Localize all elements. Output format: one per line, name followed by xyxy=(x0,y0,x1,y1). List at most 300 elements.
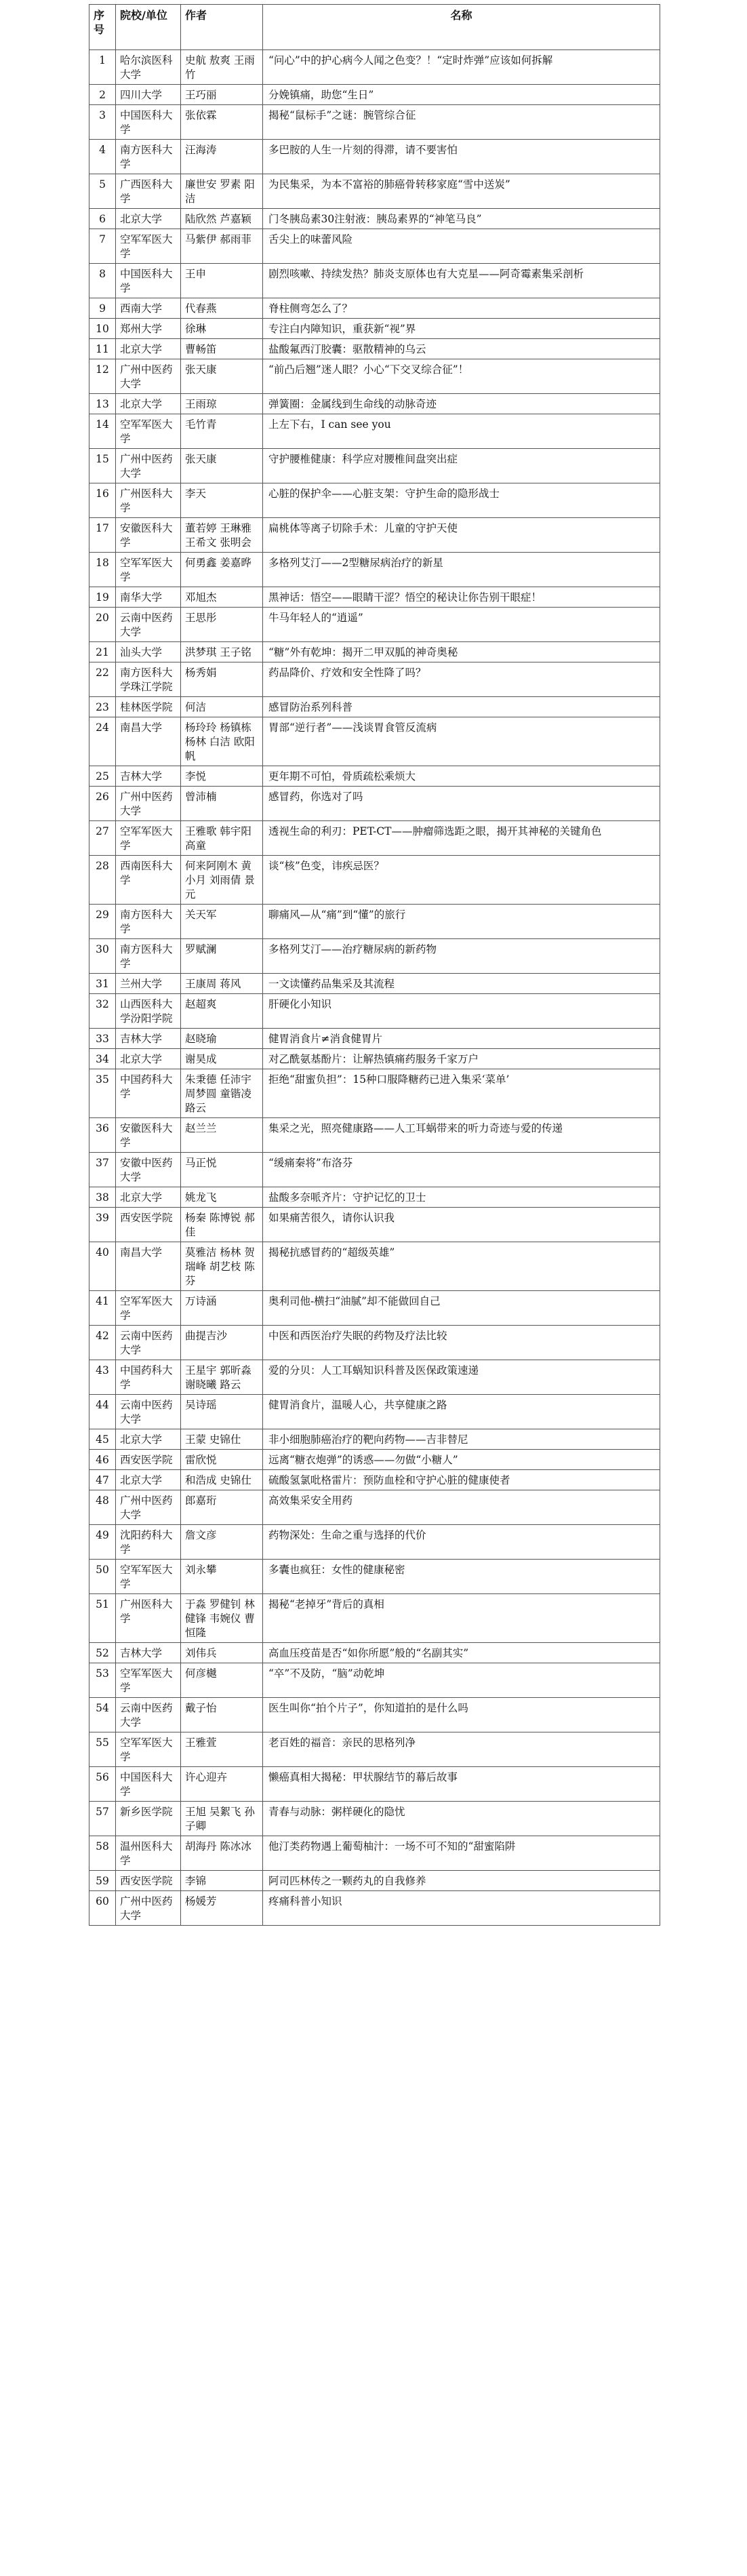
row-school: 中国医科大学 xyxy=(116,264,181,298)
row-authors: 胡海丹 陈冰冰 xyxy=(181,1836,263,1871)
row-authors: 代春燕 xyxy=(181,298,263,319)
table-row xyxy=(89,1871,660,1891)
row-index: 4 xyxy=(89,140,116,174)
table-row xyxy=(89,1049,660,1069)
table-row xyxy=(89,1470,660,1490)
row-authors: 马正悦 xyxy=(181,1153,263,1187)
row-authors: 戴子怡 xyxy=(181,1698,263,1732)
row-index: 28 xyxy=(89,856,116,905)
row-school: 云南中医药大学 xyxy=(116,1698,181,1732)
row-index: 54 xyxy=(89,1698,116,1732)
row-authors: 王旭 吴絮飞 孙子卿 xyxy=(181,1802,263,1836)
row-index: 49 xyxy=(89,1525,116,1560)
table-row xyxy=(89,339,660,359)
row-index: 55 xyxy=(89,1732,116,1767)
row-title: 对乙酰氨基酚片：让解热镇痛药服务千家万户 xyxy=(263,1049,660,1069)
row-school: 四川大学 xyxy=(116,85,181,105)
row-school: 广州中医药大学 xyxy=(116,359,181,394)
row-index: 29 xyxy=(89,905,116,939)
row-index: 26 xyxy=(89,787,116,821)
row-title: 为民集采，为本不富裕的肺癌骨转移家庭“雪中送炭” xyxy=(263,174,660,209)
row-authors: 谢昊成 xyxy=(181,1049,263,1069)
row-authors: 廉世安 罗素 阳洁 xyxy=(181,174,263,209)
row-school: 广州中医药大学 xyxy=(116,449,181,483)
row-title: 拒绝“甜蜜负担”：15种口服降糖药已进入集采‘菜单’ xyxy=(263,1069,660,1118)
table-row xyxy=(89,229,660,264)
row-index: 52 xyxy=(89,1643,116,1663)
row-school: 中国医科大学 xyxy=(116,105,181,140)
row-authors: 王巧丽 xyxy=(181,85,263,105)
row-school: 广州医科大学 xyxy=(116,483,181,518)
row-authors: 王雅萱 xyxy=(181,1732,263,1767)
row-authors: 王思彤 xyxy=(181,608,263,642)
row-authors: 李锦 xyxy=(181,1871,263,1891)
table-row xyxy=(89,1153,660,1187)
row-authors: 赵晓瑜 xyxy=(181,1029,263,1049)
row-school: 吉林大学 xyxy=(116,1029,181,1049)
row-title: 分娩镇痛，助您“生日” xyxy=(263,85,660,105)
table-row xyxy=(89,50,660,85)
row-school: 南华大学 xyxy=(116,587,181,608)
row-title: 谈“核”色变，讳疾忌医？ xyxy=(263,856,660,905)
table-row xyxy=(89,1069,660,1118)
table-row xyxy=(89,174,660,209)
row-school: 广州中医药大学 xyxy=(116,787,181,821)
row-index: 56 xyxy=(89,1767,116,1802)
row-index: 18 xyxy=(89,553,116,587)
row-school: 中国医科大学 xyxy=(116,1767,181,1802)
row-title: 老百姓的福音：亲民的思格列净 xyxy=(263,1732,660,1767)
row-title: 非小细胞肺癌治疗的靶向药物——吉非替尼 xyxy=(263,1429,660,1450)
row-school: 中国药科大学 xyxy=(116,1360,181,1395)
table-row xyxy=(89,1395,660,1429)
row-index: 27 xyxy=(89,821,116,856)
row-school: 郑州大学 xyxy=(116,319,181,339)
row-title: 揭秘抗感冒药的“超级英雄” xyxy=(263,1242,660,1291)
row-index: 53 xyxy=(89,1663,116,1698)
row-school: 北京大学 xyxy=(116,394,181,414)
row-index: 45 xyxy=(89,1429,116,1450)
row-title: 药品降价、疗效和安全性降了吗？ xyxy=(263,662,660,697)
row-authors: 王雅歌 韩宇阳 高童 xyxy=(181,821,263,856)
row-index: 23 xyxy=(89,697,116,717)
table-row xyxy=(89,1663,660,1698)
row-index: 40 xyxy=(89,1242,116,1291)
row-index: 50 xyxy=(89,1560,116,1594)
row-title: “问心”中的护心病今人闻之色变？！“定时炸弹”应该如何拆解 xyxy=(263,50,660,85)
row-index: 21 xyxy=(89,642,116,662)
row-authors: 邓旭杰 xyxy=(181,587,263,608)
row-school: 云南中医药大学 xyxy=(116,608,181,642)
row-index: 60 xyxy=(89,1891,116,1926)
table-header-row xyxy=(89,5,660,50)
row-title: 一文读懂药品集采及其流程 xyxy=(263,974,660,994)
row-school: 哈尔滨医科大学 xyxy=(116,50,181,85)
row-authors: 董若婷 王琳雅 王希文 张明会 xyxy=(181,518,263,553)
row-authors: 王雨琼 xyxy=(181,394,263,414)
table-row xyxy=(89,553,660,587)
row-authors: 张天康 xyxy=(181,359,263,394)
row-authors: 史航 敖爽 王雨竹 xyxy=(181,50,263,85)
table-row xyxy=(89,1187,660,1208)
row-school: 安徽医科大学 xyxy=(116,518,181,553)
row-title: 药物深处：生命之重与选择的代价 xyxy=(263,1525,660,1560)
row-school: 广州中医药大学 xyxy=(116,1891,181,1926)
row-index: 2 xyxy=(89,85,116,105)
row-title: 远离“糖衣炮弹”的诱惑——勿做“小糖人” xyxy=(263,1450,660,1470)
row-school: 南方医科大学 xyxy=(116,939,181,974)
row-title: 揭秘“老掉牙”背后的真相 xyxy=(263,1594,660,1643)
row-index: 19 xyxy=(89,587,116,608)
row-index: 39 xyxy=(89,1208,116,1242)
table-row xyxy=(89,1732,660,1767)
row-authors: 杨秀娟 xyxy=(181,662,263,697)
row-school: 西南医科大学 xyxy=(116,856,181,905)
row-authors: 张依霖 xyxy=(181,105,263,140)
row-school: 南昌大学 xyxy=(116,717,181,766)
row-title: 盐酸多奈哌齐片：守护记忆的卫士 xyxy=(263,1187,660,1208)
row-authors: 何来阿刚木 黄小月 刘雨倩 景元 xyxy=(181,856,263,905)
row-title: 心脏的保护伞——心脏支架：守护生命的隐形战士 xyxy=(263,483,660,518)
table-row xyxy=(89,483,660,518)
table-row xyxy=(89,1643,660,1663)
table-row xyxy=(89,85,660,105)
row-school: 汕头大学 xyxy=(116,642,181,662)
table-row xyxy=(89,766,660,787)
row-index: 9 xyxy=(89,298,116,319)
row-authors: 和浩成 史锦仕 xyxy=(181,1470,263,1490)
row-title: 上左下右，I can see you xyxy=(263,414,660,449)
header-title: 名称 xyxy=(263,5,660,50)
award-list-table xyxy=(89,4,660,1926)
row-title: 青春与动脉：粥样硬化的隐忧 xyxy=(263,1802,660,1836)
table-row xyxy=(89,1525,660,1560)
row-title: 弹簧圈：金属线到生命线的动脉奇迹 xyxy=(263,394,660,414)
row-index: 13 xyxy=(89,394,116,414)
row-title: 感冒防治系列科普 xyxy=(263,697,660,717)
row-title: 胃部“逆行者”——浅谈胃食管反流病 xyxy=(263,717,660,766)
row-authors: 赵兰兰 xyxy=(181,1118,263,1153)
row-authors: 雷欣悦 xyxy=(181,1450,263,1470)
row-authors: 刘永攀 xyxy=(181,1560,263,1594)
table-row xyxy=(89,264,660,298)
row-authors: 于淼 罗健钊 林健锋 韦婉仪 曹恒隆 xyxy=(181,1594,263,1643)
row-title: 奥利司他-横扫“油腻”却不能做回自己 xyxy=(263,1291,660,1326)
row-authors: 洪梦琪 王子铭 xyxy=(181,642,263,662)
row-title: 专注白内障知识，重获新“视”界 xyxy=(263,319,660,339)
table-row xyxy=(89,1118,660,1153)
row-index: 41 xyxy=(89,1291,116,1326)
table-row xyxy=(89,518,660,553)
table-row xyxy=(89,1029,660,1049)
row-title: 多格列艾汀——治疗糖尿病的新药物 xyxy=(263,939,660,974)
row-school: 云南中医药大学 xyxy=(116,1395,181,1429)
row-index: 46 xyxy=(89,1450,116,1470)
row-school: 山西医科大学汾阳学院 xyxy=(116,994,181,1029)
row-title: 脊柱侧弯怎么了？ xyxy=(263,298,660,319)
table-row xyxy=(89,856,660,905)
row-school: 广西医科大学 xyxy=(116,174,181,209)
row-title: 肝硬化小知识 xyxy=(263,994,660,1029)
row-index: 42 xyxy=(89,1326,116,1360)
table-row xyxy=(89,1242,660,1291)
row-authors: 汪海涛 xyxy=(181,140,263,174)
row-school: 空军军医大学 xyxy=(116,821,181,856)
header-school: 院校/单位 xyxy=(116,5,181,50)
table-row xyxy=(89,608,660,642)
table-row xyxy=(89,1594,660,1643)
row-title: 盐酸氟西汀胶囊：驱散精神的乌云 xyxy=(263,339,660,359)
row-authors: 李悦 xyxy=(181,766,263,787)
row-title: “缓痛秦将”布洛芬 xyxy=(263,1153,660,1187)
row-school: 北京大学 xyxy=(116,1049,181,1069)
row-title: 扁桃体等离子切除手术：儿童的守护天使 xyxy=(263,518,660,553)
table-row xyxy=(89,1326,660,1360)
row-school: 兰州大学 xyxy=(116,974,181,994)
table-row xyxy=(89,319,660,339)
row-school: 北京大学 xyxy=(116,209,181,229)
row-school: 吉林大学 xyxy=(116,766,181,787)
table-row xyxy=(89,1836,660,1871)
row-index: 25 xyxy=(89,766,116,787)
row-authors: 詹文彦 xyxy=(181,1525,263,1560)
table-row xyxy=(89,717,660,766)
table-row xyxy=(89,1802,660,1836)
row-authors: 王康周 蒋风 xyxy=(181,974,263,994)
row-school: 南昌大学 xyxy=(116,1242,181,1291)
row-title: 更年期不可怕，骨质疏松乘烦大 xyxy=(263,766,660,787)
table-row xyxy=(89,209,660,229)
row-index: 12 xyxy=(89,359,116,394)
row-title: 爱的分贝：人工耳蜗知识科普及医保政策速递 xyxy=(263,1360,660,1395)
row-authors: 陆欣然 芦嘉颖 xyxy=(181,209,263,229)
row-index: 7 xyxy=(89,229,116,264)
table-row xyxy=(89,642,660,662)
row-index: 57 xyxy=(89,1802,116,1836)
row-school: 空军军医大学 xyxy=(116,414,181,449)
row-index: 8 xyxy=(89,264,116,298)
row-authors: 曾沛楠 xyxy=(181,787,263,821)
row-title: “卒”不及防，“脑”动乾坤 xyxy=(263,1663,660,1698)
row-school: 空军军医大学 xyxy=(116,1663,181,1698)
row-index: 48 xyxy=(89,1490,116,1525)
table-row xyxy=(89,1450,660,1470)
row-school: 广州医科大学 xyxy=(116,1594,181,1643)
table-row xyxy=(89,1767,660,1802)
row-school: 西安医学院 xyxy=(116,1208,181,1242)
row-school: 南方医科大学 xyxy=(116,905,181,939)
row-authors: 关天军 xyxy=(181,905,263,939)
row-authors: 马紫伊 郝雨菲 xyxy=(181,229,263,264)
row-index: 51 xyxy=(89,1594,116,1643)
table-row xyxy=(89,1291,660,1326)
row-title: 健胃消食片≠消食健胃片 xyxy=(263,1029,660,1049)
row-index: 11 xyxy=(89,339,116,359)
table-row xyxy=(89,140,660,174)
row-school: 沈阳药科大学 xyxy=(116,1525,181,1560)
row-school: 安徽中医药大学 xyxy=(116,1153,181,1187)
row-index: 3 xyxy=(89,105,116,140)
row-school: 空军军医大学 xyxy=(116,553,181,587)
table-row xyxy=(89,449,660,483)
row-title: 牛马年轻人的“逍遥” xyxy=(263,608,660,642)
row-index: 36 xyxy=(89,1118,116,1153)
row-school: 桂林医学院 xyxy=(116,697,181,717)
row-index: 10 xyxy=(89,319,116,339)
row-index: 5 xyxy=(89,174,116,209)
row-title: 懒癌真相大揭秘：甲状腺结节的幕后故事 xyxy=(263,1767,660,1802)
row-school: 云南中医药大学 xyxy=(116,1326,181,1360)
row-authors: 李天 xyxy=(181,483,263,518)
row-authors: 姚龙飞 xyxy=(181,1187,263,1208)
table-row xyxy=(89,1560,660,1594)
row-title: 聊痛风—从“痛”到“懂”的旅行 xyxy=(263,905,660,939)
table-row xyxy=(89,394,660,414)
row-index: 31 xyxy=(89,974,116,994)
table-row xyxy=(89,662,660,697)
table-row xyxy=(89,994,660,1029)
row-title: 健胃消食片，温暖人心，共享健康之路 xyxy=(263,1395,660,1429)
row-title: 透视生命的利刃：PET-CT——肿瘤筛选距之眼，揭开其神秘的关键角色 xyxy=(263,821,660,856)
row-index: 30 xyxy=(89,939,116,974)
row-authors: 罗赋澜 xyxy=(181,939,263,974)
table-row xyxy=(89,105,660,140)
row-authors: 赵超爽 xyxy=(181,994,263,1029)
row-title: 医生叫你“拍个片子”，你知道拍的是什么吗 xyxy=(263,1698,660,1732)
row-index: 24 xyxy=(89,717,116,766)
row-authors: 王申 xyxy=(181,264,263,298)
row-school: 北京大学 xyxy=(116,1187,181,1208)
row-authors: 毛竹青 xyxy=(181,414,263,449)
row-authors: 徐琳 xyxy=(181,319,263,339)
row-title: 守护腰椎健康：科学应对腰椎间盘突出症 xyxy=(263,449,660,483)
row-authors: 何洁 xyxy=(181,697,263,717)
row-school: 空军军医大学 xyxy=(116,229,181,264)
row-index: 17 xyxy=(89,518,116,553)
row-title: 硫酸氢氯吡格雷片：预防血栓和守护心脏的健康使者 xyxy=(263,1470,660,1490)
row-school: 北京大学 xyxy=(116,1429,181,1450)
row-authors: 曹畅笛 xyxy=(181,339,263,359)
row-authors: 曲提吉沙 xyxy=(181,1326,263,1360)
row-title: “前凸后翘”迷人眼？小心“下交叉综合征”！ xyxy=(263,359,660,394)
row-index: 33 xyxy=(89,1029,116,1049)
table-body xyxy=(89,50,660,1926)
row-index: 58 xyxy=(89,1836,116,1871)
row-title: 多囊也疯狂：女性的健康秘密 xyxy=(263,1560,660,1594)
table-row xyxy=(89,359,660,394)
row-authors: 杨秦 陈博锐 郝佳 xyxy=(181,1208,263,1242)
row-school: 空军军医大学 xyxy=(116,1291,181,1326)
row-index: 34 xyxy=(89,1049,116,1069)
row-title: 多巴胺的人生一片刻的得滞，请不要害怕 xyxy=(263,140,660,174)
row-title: 揭秘“鼠标手”之谜：腕管综合征 xyxy=(263,105,660,140)
row-index: 35 xyxy=(89,1069,116,1118)
row-school: 西安医学院 xyxy=(116,1871,181,1891)
row-school: 空军军医大学 xyxy=(116,1560,181,1594)
table-row xyxy=(89,787,660,821)
table-row xyxy=(89,821,660,856)
row-index: 14 xyxy=(89,414,116,449)
row-school: 温州医科大学 xyxy=(116,1836,181,1871)
row-authors: 郎嘉珩 xyxy=(181,1490,263,1525)
row-authors: 朱秉德 任沛宇 周梦圆 童锴凌 路云 xyxy=(181,1069,263,1118)
row-authors: 杨玲玲 杨镇栋 杨林 白洁 欧阳帆 xyxy=(181,717,263,766)
row-title: 门冬胰岛素30注射液：胰岛素界的“神笔马良” xyxy=(263,209,660,229)
row-authors: 许心迎卉 xyxy=(181,1767,263,1802)
row-authors: 杨媛芳 xyxy=(181,1891,263,1926)
table-row xyxy=(89,587,660,608)
table-row xyxy=(89,974,660,994)
row-school: 西安医学院 xyxy=(116,1450,181,1470)
row-school: 北京大学 xyxy=(116,339,181,359)
table-row xyxy=(89,1891,660,1926)
row-index: 32 xyxy=(89,994,116,1029)
row-index: 44 xyxy=(89,1395,116,1429)
row-authors: 何彦樾 xyxy=(181,1663,263,1698)
row-index: 47 xyxy=(89,1470,116,1490)
table-row xyxy=(89,1429,660,1450)
row-title: 集采之光，照亮健康路——人工耳蜗带来的听力奇迹与爱的传递 xyxy=(263,1118,660,1153)
row-title: 高血压疫苗是否“如你所愿”般的“名副其实” xyxy=(263,1643,660,1663)
row-authors: 吴诗瑶 xyxy=(181,1395,263,1429)
row-authors: 刘伟兵 xyxy=(181,1643,263,1663)
row-title: 如果痛苦很久，请你认识我 xyxy=(263,1208,660,1242)
row-index: 1 xyxy=(89,50,116,85)
table-row xyxy=(89,1490,660,1525)
table-row xyxy=(89,298,660,319)
row-index: 38 xyxy=(89,1187,116,1208)
row-title: 高效集采安全用药 xyxy=(263,1490,660,1525)
row-index: 16 xyxy=(89,483,116,518)
table-row xyxy=(89,414,660,449)
table-row xyxy=(89,1208,660,1242)
row-title: 阿司匹林传之一颗药丸的自我修养 xyxy=(263,1871,660,1891)
header-index: 序号 xyxy=(89,5,116,50)
row-index: 20 xyxy=(89,608,116,642)
row-title: 他汀类药物遇上葡萄柚汁：一场不可不知的“甜蜜陷阱 xyxy=(263,1836,660,1871)
row-title: 剧烈咳嗽、持续发热？肺炎支原体也有大克星——阿奇霉素集采剖析 xyxy=(263,264,660,298)
row-school: 北京大学 xyxy=(116,1470,181,1490)
row-index: 59 xyxy=(89,1871,116,1891)
row-index: 43 xyxy=(89,1360,116,1395)
table-row xyxy=(89,1360,660,1395)
table-row xyxy=(89,1698,660,1732)
row-authors: 张天康 xyxy=(181,449,263,483)
row-school: 空军军医大学 xyxy=(116,1732,181,1767)
row-school: 新乡医学院 xyxy=(116,1802,181,1836)
row-title: 疼痛科普小知识 xyxy=(263,1891,660,1926)
row-school: 西南大学 xyxy=(116,298,181,319)
row-index: 15 xyxy=(89,449,116,483)
row-school: 广州中医药大学 xyxy=(116,1490,181,1525)
row-title: 舌尖上的味蕾风险 xyxy=(263,229,660,264)
header-authors: 作者 xyxy=(181,5,263,50)
table-row xyxy=(89,697,660,717)
row-index: 22 xyxy=(89,662,116,697)
row-authors: 王蒙 史锦仕 xyxy=(181,1429,263,1450)
row-title: 中医和西医治疗失眠的药物及疗法比较 xyxy=(263,1326,660,1360)
row-title: 黑神话：悟空——眼睛干涩？悟空的秘诀让你告别干眼症！ xyxy=(263,587,660,608)
row-title: 感冒药，你选对了吗 xyxy=(263,787,660,821)
row-index: 6 xyxy=(89,209,116,229)
table-row xyxy=(89,905,660,939)
row-school: 中国药科大学 xyxy=(116,1069,181,1118)
table-row xyxy=(89,939,660,974)
row-authors: 王星宇 郭昕淼 谢晓曦 路云 xyxy=(181,1360,263,1395)
row-authors: 莫雅洁 杨林 贺瑞峰 胡艺枝 陈芬 xyxy=(181,1242,263,1291)
row-authors: 万诗涵 xyxy=(181,1291,263,1326)
row-index: 37 xyxy=(89,1153,116,1187)
